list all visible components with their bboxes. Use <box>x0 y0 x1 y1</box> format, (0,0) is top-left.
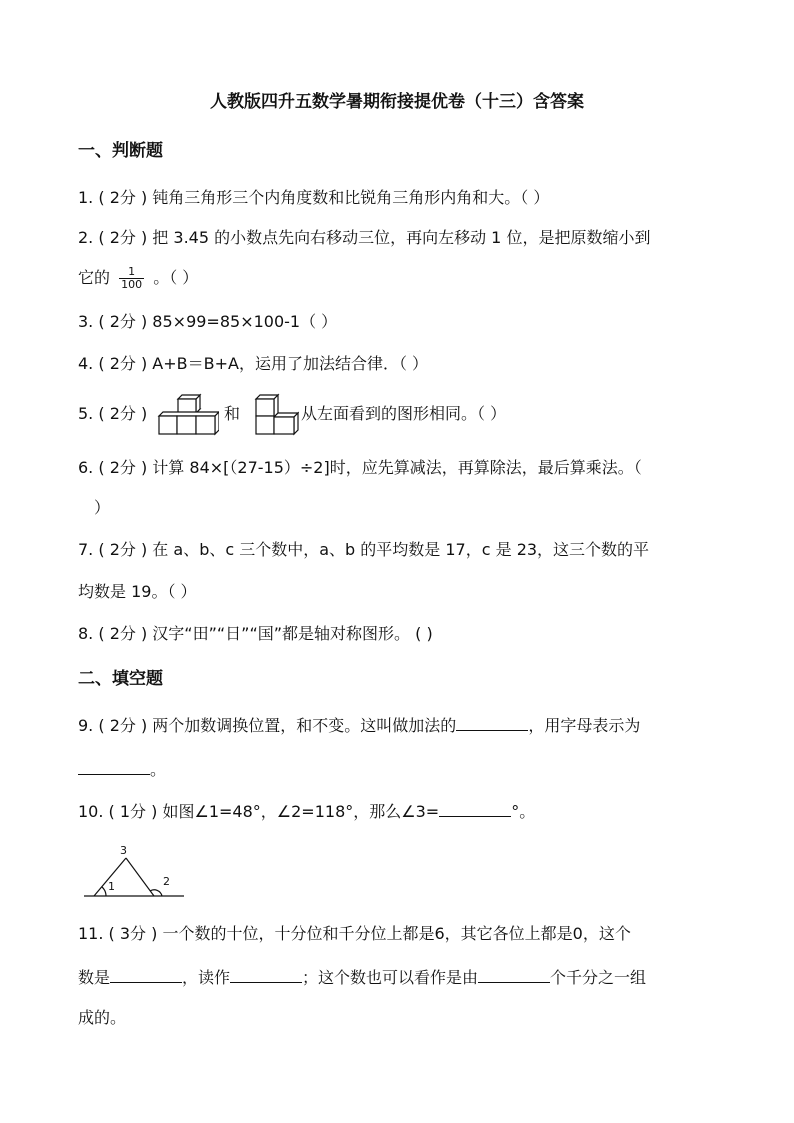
question-text: 从左面看到的图形相同。（ ） <box>301 404 507 423</box>
angle-label-1: 1 <box>108 880 115 893</box>
question-4 <box>78 352 428 376</box>
fraction <box>119 266 144 291</box>
question-score: ( 2分 ) <box>98 312 148 331</box>
angle-label-2: 2 <box>163 875 170 888</box>
fraction-numerator: 1 <box>119 266 144 279</box>
question-number: 11. <box>78 924 104 943</box>
question-score: ( 2分 ) <box>98 188 148 207</box>
question-number: 5. <box>78 404 94 423</box>
question-text: 均数是 19。（ ） <box>78 582 197 601</box>
question-text: 。（ ） <box>153 268 199 287</box>
question-text: ；这个数也可以看作是由 <box>302 968 479 987</box>
angle-label-3: 3 <box>120 844 127 857</box>
question-score: ( 2分 ) <box>98 540 148 559</box>
cube-figure-a <box>157 391 219 436</box>
answer-blank[interactable] <box>456 712 528 731</box>
question-number: 2. <box>78 228 94 247</box>
triangle-figure <box>80 838 190 902</box>
question-number: 10. <box>78 802 104 821</box>
question-number: 7. <box>78 540 94 559</box>
question-9-continued <box>78 756 166 782</box>
question-text: 成的。 <box>78 1008 127 1027</box>
question-score: ( 2分 ) <box>98 228 148 247</box>
question-score: ( 2分 ) <box>98 458 148 477</box>
question-11-continued <box>78 964 646 990</box>
question-8 <box>78 622 433 646</box>
question-text: A+B＝B+A，运用了加法结合律．（ ） <box>152 354 429 373</box>
question-text: 。 <box>150 760 167 779</box>
question-score: ( 2分 ) <box>98 404 148 423</box>
section-heading-judge: 一、判断题 <box>78 141 163 161</box>
question-text: 钝角三角形三个内角度数和比锐角三角形内角和大。（ ） <box>152 188 550 207</box>
question-text: 一个数的十位，十分位和千分位上都是6，其它各位上都是0，这个 <box>162 924 631 943</box>
question-2 <box>78 226 650 250</box>
question-5-text <box>301 402 506 426</box>
question-text: ） <box>94 498 111 517</box>
question-9 <box>78 712 640 738</box>
page-title: 人教版四升五数学暑期衔接提优卷（十三）含答案 <box>210 92 584 112</box>
question-11 <box>78 922 631 946</box>
question-number: 3. <box>78 312 94 331</box>
question-text: 和 <box>224 404 241 423</box>
answer-blank[interactable] <box>478 964 550 983</box>
question-number: 4. <box>78 354 94 373</box>
question-number: 8. <box>78 624 94 643</box>
question-text: 两个加数调换位置，和不变。这叫做加法的 <box>152 716 457 735</box>
question-11-end <box>78 1006 126 1030</box>
question-text: 个千分之一组 <box>550 968 647 987</box>
question-text: ，读作 <box>182 968 231 987</box>
answer-blank[interactable] <box>78 756 150 775</box>
question-3 <box>78 310 337 334</box>
question-score: ( 3分 ) <box>108 924 158 943</box>
question-number: 1. <box>78 188 94 207</box>
question-score: ( 2分 ) <box>98 716 148 735</box>
question-6-continued <box>94 496 110 520</box>
question-text: °。 <box>511 802 536 821</box>
question-text: ，用字母表示为 <box>528 716 641 735</box>
question-6 <box>78 456 642 480</box>
answer-blank[interactable] <box>110 964 182 983</box>
question-score: ( 1分 ) <box>108 802 158 821</box>
question-text: 它的 <box>78 268 111 287</box>
section-heading-fill: 二、填空题 <box>78 669 163 689</box>
question-text: 数是 <box>78 968 111 987</box>
question-score: ( 2分 ) <box>98 624 148 643</box>
question-10 <box>78 798 535 824</box>
cube-figure-b <box>253 391 299 436</box>
question-number: 9. <box>78 716 94 735</box>
question-7 <box>78 538 649 562</box>
answer-blank[interactable] <box>230 964 302 983</box>
question-text: 把 3.45 的小数点先向右移动三位，再向左移动 1 位，是把原数缩小到 <box>152 228 651 247</box>
answer-blank[interactable] <box>439 798 511 817</box>
question-7-continued <box>78 580 197 604</box>
question-score: ( 2分 ) <box>98 354 148 373</box>
question-5 <box>78 402 147 426</box>
question-text: 汉字“田”“日”“国”都是轴对称图形。 ( ) <box>152 624 433 643</box>
question-number: 6. <box>78 458 94 477</box>
question-text: 计算 84×[（27-15）÷2]时，应先算减法，再算除法，最后算乘法。（ <box>152 458 642 477</box>
question-1 <box>78 186 549 210</box>
question-text: 如图∠1=48°，∠2=118°，那么∠3= <box>162 802 440 821</box>
question-text: 在 a、b、c 三个数中，a、b 的平均数是 17，c 是 23，这三个数的平 <box>152 540 650 559</box>
question-5-and <box>224 402 240 426</box>
fraction-denominator: 100 <box>121 278 143 291</box>
question-text: 85×99=85×100-1（ ） <box>152 312 338 331</box>
question-2-continued <box>78 266 198 291</box>
